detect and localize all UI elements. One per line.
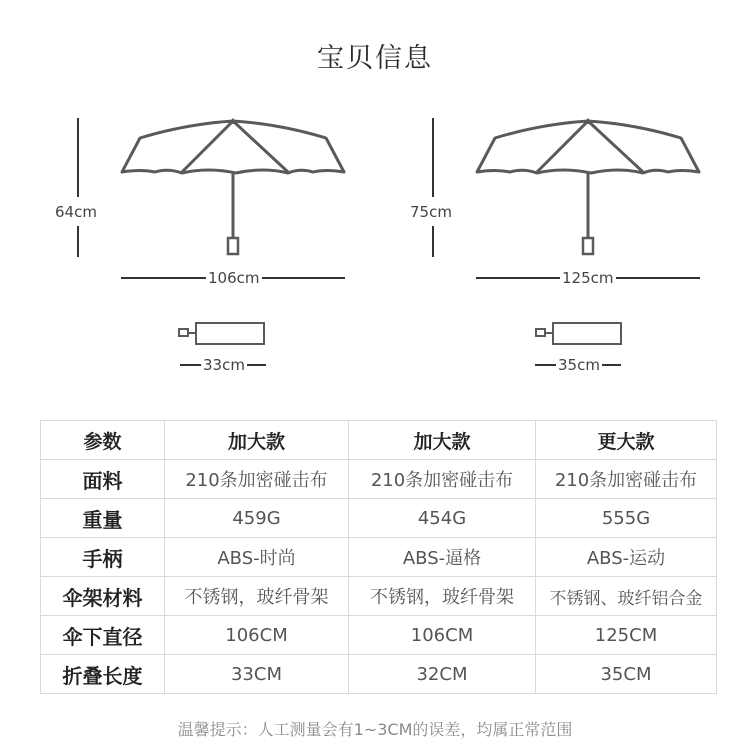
page-title: 宝贝信息 [317,43,433,74]
row-label: 伞下直径 [41,616,165,655]
umbrella-figure-left [0,0,375,400]
table-cell: ABS-时尚 [165,538,349,577]
row-label: 面料 [41,460,165,499]
table-cell: 210条加密碰击布 [536,460,717,499]
table-cell: ABS-运动 [536,538,717,577]
folded-label-left: 33cm [203,356,245,374]
row-label: 折叠长度 [41,655,165,694]
table-header-cell: 参数 [41,421,165,460]
table-row [41,499,717,538]
row-label: 手柄 [41,538,165,577]
footnote: 温馨提示：人工测量会有1~3CM的误差，均属正常范围 [177,720,573,739]
table-header-cell: 加大款 [349,421,536,460]
table-row [41,655,717,694]
table-row [41,577,717,616]
umbrella-open-icon [375,0,750,400]
table-cell: 210条加密碰击布 [349,460,536,499]
height-label-right: 75cm [410,203,452,221]
table-cell: 33CM [165,655,349,694]
table-cell: 32CM [349,655,536,694]
table-cell: 454G [349,499,536,538]
table-header-cell: 更大款 [536,421,717,460]
table-row [41,616,717,655]
table-cell: 不锈钢，玻纤骨架 [349,577,536,616]
table-cell: 35CM [536,655,717,694]
row-label: 伞架材料 [41,577,165,616]
table-cell: 459G [165,499,349,538]
table-cell: 210条加密碰击布 [165,460,349,499]
table-row [41,460,717,499]
width-label-right: 125cm [562,269,614,287]
folded-label-right: 35cm [558,356,600,374]
table-header-cell: 加大款 [165,421,349,460]
table-cell: 125CM [536,616,717,655]
width-label-left: 106cm [208,269,260,287]
table-cell: 106CM [349,616,536,655]
height-label-left: 64cm [55,203,97,221]
table-cell: 555G [536,499,717,538]
row-label: 重量 [41,499,165,538]
spec-table [40,420,717,694]
umbrella-figure-right [375,0,750,400]
table-cell: 不锈钢、玻纤铝合金 [536,577,717,616]
umbrella-open-icon [0,0,375,400]
table-cell: 106CM [165,616,349,655]
table-row [41,538,717,577]
table-cell: ABS-逼格 [349,538,536,577]
table-cell: 不锈钢，玻纤骨架 [165,577,349,616]
table-header-row [41,421,717,460]
